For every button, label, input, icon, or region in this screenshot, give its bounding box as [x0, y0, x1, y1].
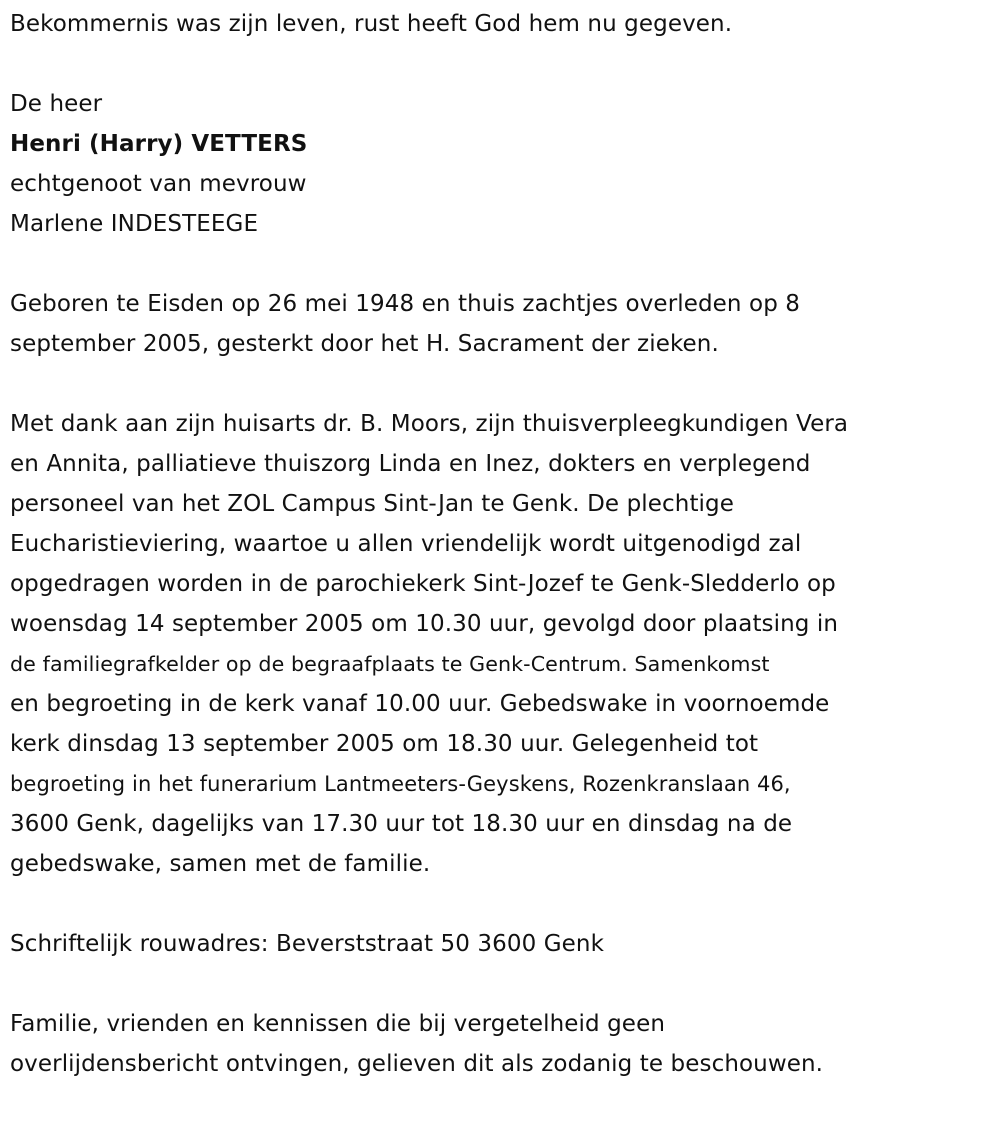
spacer	[10, 364, 990, 404]
birth-death-paragraph	[10, 284, 990, 364]
mourning-address: Schriftelijk rouwadres: Beverststraat 50 3600 Genk	[10, 931, 604, 957]
opening-verse: Bekommernis was zijn leven, rust heeft God hem nu gegeven.	[10, 11, 733, 37]
spouse-relation: echtgenoot van mevrouw	[10, 171, 307, 197]
deceased-name: Henri (Harry) VETTERS	[10, 131, 308, 157]
paragraph-line: Met dank aan zijn huisarts dr. B. Moors, zijn thuisverpleegkundigen Vera	[10, 411, 849, 437]
paragraph-line: de familiegrafkelder op de begraafplaats te Genk-Centrum. Samenkomst	[10, 652, 770, 676]
paragraph-line: begroeting in het funerarium Lantmeeters-Geyskens, Rozenkranslaan 46,	[10, 772, 791, 796]
paragraph-line: Eucharistieviering, waartoe u allen vriendelijk wordt uitgenodigd zal	[10, 531, 802, 557]
paragraph-line: kerk dinsdag 13 september 2005 om 18.30 uur. Gelegenheid tot	[10, 731, 759, 757]
paragraph-line: Geboren te Eisden op 26 mei 1948 en thuis zachtjes overleden op 8	[10, 291, 801, 317]
spacer	[10, 964, 990, 1004]
spacer	[10, 244, 990, 284]
paragraph-line: gebedswake, samen met de familie.	[10, 851, 431, 877]
paragraph-line: personeel van het ZOL Campus Sint-Jan te Genk. De plechtige	[10, 491, 734, 517]
spacer	[10, 884, 990, 924]
paragraph-line: 3600 Genk, dagelijks van 17.30 uur tot 18.30 uur en dinsdag na de	[10, 811, 793, 837]
paragraph-line: september 2005, gesterkt door het H. Sacrament der zieken.	[10, 331, 719, 357]
spouse-name: Marlene INDESTEEGE	[10, 211, 259, 237]
thanks-and-ceremony-paragraph	[10, 404, 990, 884]
paragraph-line: en begroeting in de kerk vanaf 10.00 uur. Gebedswake in voornoemde	[10, 691, 830, 717]
spacer	[10, 44, 990, 84]
deceased-title: De heer	[10, 91, 103, 117]
paragraph-line: en Annita, palliatieve thuiszorg Linda en Inez, dokters en verplegend	[10, 451, 811, 477]
paragraph-line: woensdag 14 september 2005 om 10.30 uur, gevolgd door plaatsing in	[10, 611, 839, 637]
closing-paragraph	[10, 1004, 990, 1084]
paragraph-line: opgedragen worden in de parochiekerk Sint-Jozef te Genk-Sledderlo op	[10, 571, 836, 597]
paragraph-line: overlijdensbericht ontvingen, gelieven dit als zodanig te beschouwen.	[10, 1051, 824, 1077]
paragraph-line: Familie, vrienden en kennissen die bij vergetelheid geen	[10, 1011, 665, 1037]
